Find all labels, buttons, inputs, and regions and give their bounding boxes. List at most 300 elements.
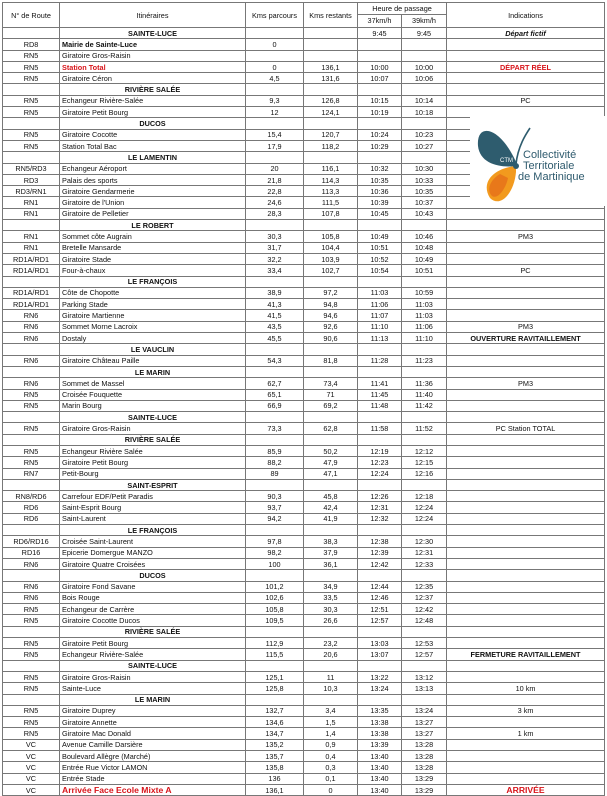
indication-cell: PM3: [447, 321, 605, 332]
kms-restants-cell: [304, 479, 358, 490]
section-name: SAINTE-LUCE: [60, 660, 246, 671]
time-37-cell: 13:38: [358, 728, 402, 739]
time-37-cell: [358, 39, 402, 50]
kms-parcourus-cell: 102,6: [246, 592, 304, 603]
header-heure-passage: Heure de passage: [358, 3, 447, 15]
table-row: [3, 547, 605, 558]
indication-cell: PM3: [447, 378, 605, 389]
time-39-cell: 10:27: [402, 140, 447, 151]
time-37-cell: 13:22: [358, 671, 402, 682]
indication-cell: 10 km: [447, 683, 605, 694]
time-39-cell: 10:18: [402, 107, 447, 118]
indication-cell: [447, 479, 605, 490]
route-cell: RN1: [3, 242, 60, 253]
route-cell: RN6: [3, 310, 60, 321]
time-39-cell: 12:48: [402, 615, 447, 626]
time-39-cell: [402, 50, 447, 61]
route-cell: RN8/RD6: [3, 491, 60, 502]
time-39-cell: 10:35: [402, 186, 447, 197]
kms-parcourus-cell: 62,7: [246, 378, 304, 389]
itineraire-cell: Giratoire Gros-Raisin: [60, 671, 246, 682]
kms-restants-cell: 26,6: [304, 615, 358, 626]
table-row: [3, 265, 605, 276]
section-row: [3, 694, 605, 705]
time-37-cell: 12:19: [358, 445, 402, 456]
kms-restants-cell: 126,8: [304, 95, 358, 106]
time-37-cell: [358, 276, 402, 287]
indication-cell: [447, 242, 605, 253]
itineraire-cell: Giratoire Céron: [60, 73, 246, 84]
kms-restants-cell: 111,5: [304, 197, 358, 208]
header-itineraires: Itinéraires: [60, 3, 246, 28]
route-cell: RD3: [3, 174, 60, 185]
kms-parcourus-cell: 33,4: [246, 265, 304, 276]
kms-parcourus-cell: 43,5: [246, 321, 304, 332]
route-cell: RN6: [3, 321, 60, 332]
kms-restants-cell: 103,9: [304, 253, 358, 264]
header-kms-parcourus: Kms parcours: [246, 3, 304, 28]
kms-parcourus-cell: 136: [246, 773, 304, 784]
time-37-cell: 11:07: [358, 310, 402, 321]
kms-parcourus-cell: 94,2: [246, 513, 304, 524]
section-name: SAINT-ESPRIT: [60, 479, 246, 490]
section-row: [3, 412, 605, 423]
time-39-cell: 11:36: [402, 378, 447, 389]
kms-restants-cell: [304, 152, 358, 163]
route-cell: [3, 570, 60, 581]
header-indications: Indications: [447, 3, 605, 28]
route-cell: RN6: [3, 592, 60, 603]
time-37-cell: 9:45: [358, 28, 402, 39]
time-39-cell: 12:31: [402, 547, 447, 558]
route-cell: RN6: [3, 581, 60, 592]
kms-parcourus-cell: 24,6: [246, 197, 304, 208]
kms-restants-cell: 47,1: [304, 468, 358, 479]
logo-line-2: Territoriale: [523, 160, 575, 172]
table-row: [3, 333, 605, 344]
kms-restants-cell: 0,9: [304, 739, 358, 750]
kms-parcourus-cell: [246, 660, 304, 671]
indication-cell: [447, 344, 605, 355]
time-39-cell: 13:12: [402, 671, 447, 682]
indication-cell: [447, 253, 605, 264]
table-row: [3, 253, 605, 264]
indication-cell: [447, 400, 605, 411]
header-kms-restants: Kms restants: [304, 3, 358, 28]
kms-parcourus-cell: 9,3: [246, 95, 304, 106]
indication-cell: [447, 717, 605, 728]
route-cell: RN5: [3, 728, 60, 739]
time-37-cell: 10:49: [358, 231, 402, 242]
indication-cell: [447, 536, 605, 547]
kms-parcourus-cell: 38,9: [246, 287, 304, 298]
section-row: [3, 28, 605, 39]
time-39-cell: [402, 118, 447, 129]
time-39-cell: 10:23: [402, 129, 447, 140]
kms-restants-cell: [304, 220, 358, 231]
itineraire-cell: Sommet côte Augrain: [60, 231, 246, 242]
indication-cell: PC: [447, 265, 605, 276]
kms-restants-cell: 94,6: [304, 310, 358, 321]
time-39-cell: 10:43: [402, 208, 447, 219]
kms-restants-cell: 92,6: [304, 321, 358, 332]
route-cell: VC: [3, 739, 60, 750]
section-name: DUCOS: [60, 118, 246, 129]
route-cell: [3, 152, 60, 163]
kms-parcourus-cell: 65,1: [246, 389, 304, 400]
itineraire-cell: Giratoire Mac Donald: [60, 728, 246, 739]
kms-parcourus-cell: 85,9: [246, 445, 304, 456]
time-39-cell: 10:14: [402, 95, 447, 106]
kms-parcourus-cell: 112,9: [246, 638, 304, 649]
kms-restants-cell: [304, 50, 358, 61]
indication-cell: [447, 468, 605, 479]
time-39-cell: [402, 84, 447, 95]
route-cell: RN1: [3, 231, 60, 242]
kms-parcourus-cell: 97,8: [246, 536, 304, 547]
time-37-cell: 12:26: [358, 491, 402, 502]
itineraire-cell: Giratoire Cocotte Ducos: [60, 615, 246, 626]
time-39-cell: 12:57: [402, 649, 447, 660]
indication-cell: [447, 287, 605, 298]
kms-restants-cell: [304, 434, 358, 445]
time-37-cell: [358, 660, 402, 671]
route-cell: RN5: [3, 389, 60, 400]
time-37-cell: 10:39: [358, 197, 402, 208]
section-name: SAINTE-LUCE: [60, 28, 246, 39]
time-37-cell: 13:40: [358, 751, 402, 762]
table-row: [3, 73, 605, 84]
time-39-cell: 10:51: [402, 265, 447, 276]
route-cell: [3, 84, 60, 95]
kms-parcourus-cell: [246, 366, 304, 377]
time-37-cell: 13:35: [358, 705, 402, 716]
time-39-cell: [402, 570, 447, 581]
route-cell: [3, 660, 60, 671]
header-route: N° de Route: [3, 3, 60, 28]
table-row: [3, 705, 605, 716]
section-name: LE MARIN: [60, 366, 246, 377]
time-39-cell: 10:30: [402, 163, 447, 174]
table-row: [3, 389, 605, 400]
table-row: [3, 287, 605, 298]
kms-parcourus-cell: 41,5: [246, 310, 304, 321]
table-row: [3, 299, 605, 310]
indication-cell: [447, 660, 605, 671]
time-37-cell: [358, 570, 402, 581]
route-cell: RN5: [3, 50, 60, 61]
kms-restants-cell: [304, 660, 358, 671]
kms-parcourus-cell: 115,5: [246, 649, 304, 660]
kms-restants-cell: 71: [304, 389, 358, 400]
itineraire-cell: Echangeur Rivière Salée: [60, 445, 246, 456]
time-37-cell: 10:45: [358, 208, 402, 219]
kms-parcourus-cell: 135,7: [246, 751, 304, 762]
section-name: LE LAMENTIN: [60, 152, 246, 163]
table-row: [3, 671, 605, 682]
table-row: [3, 491, 605, 502]
time-39-cell: 12:24: [402, 513, 447, 524]
time-39-cell: 13:13: [402, 683, 447, 694]
kms-restants-cell: 11: [304, 671, 358, 682]
table-row: [3, 762, 605, 773]
time-37-cell: [358, 694, 402, 705]
time-37-cell: 13:40: [358, 762, 402, 773]
indication-cell: DÉPART RÉEL: [447, 61, 605, 72]
kms-restants-cell: 42,4: [304, 502, 358, 513]
table-row: [3, 445, 605, 456]
table-row: [3, 773, 605, 784]
table-row: [3, 502, 605, 513]
time-39-cell: 10:37: [402, 197, 447, 208]
indication-cell: PM3: [447, 231, 605, 242]
itineraire-cell: Giratoire de l'Union: [60, 197, 246, 208]
time-39-cell: 9:45: [402, 28, 447, 39]
kms-restants-cell: 0,1: [304, 773, 358, 784]
section-name: SAINTE-LUCE: [60, 412, 246, 423]
itineraire-cell: Arrivée Face Ecole Mixte A: [60, 784, 246, 795]
ctm-logo: [470, 116, 606, 206]
kms-restants-cell: 23,2: [304, 638, 358, 649]
kms-parcourus-cell: 32,2: [246, 253, 304, 264]
indication-cell: [447, 50, 605, 61]
itineraire-cell: Saint-Esprit Bourg: [60, 502, 246, 513]
indication-cell: [447, 615, 605, 626]
table-row: [3, 615, 605, 626]
kms-restants-cell: 37,9: [304, 547, 358, 558]
itineraire-cell: Four-à-chaux: [60, 265, 246, 276]
route-cell: RN5: [3, 400, 60, 411]
route-cell: RN5: [3, 129, 60, 140]
section-row: [3, 479, 605, 490]
indication-cell: PC: [447, 95, 605, 106]
table-row: [3, 728, 605, 739]
itineraire-cell: Petit-Bourg: [60, 468, 246, 479]
time-39-cell: 12:16: [402, 468, 447, 479]
table-row: [3, 231, 605, 242]
time-39-cell: 11:23: [402, 355, 447, 366]
indication-cell: [447, 694, 605, 705]
kms-restants-cell: [304, 525, 358, 536]
kms-restants-cell: 73,4: [304, 378, 358, 389]
section-row: [3, 434, 605, 445]
indication-cell: FERMETURE RAVITAILLEMENT: [447, 649, 605, 660]
kms-parcourus-cell: [246, 152, 304, 163]
table-row: [3, 61, 605, 72]
indication-cell: [447, 525, 605, 536]
indication-cell: [447, 412, 605, 423]
kms-restants-cell: 34,9: [304, 581, 358, 592]
time-39-cell: [402, 276, 447, 287]
time-37-cell: 12:38: [358, 536, 402, 547]
time-39-cell: 13:29: [402, 784, 447, 795]
itineraire-cell: Giratoire Gendarmerie: [60, 186, 246, 197]
time-37-cell: 12:42: [358, 558, 402, 569]
kms-parcourus-cell: [246, 434, 304, 445]
route-cell: RN5: [3, 457, 60, 468]
kms-restants-cell: 113,3: [304, 186, 358, 197]
itineraire-cell: Bois Rouge: [60, 592, 246, 603]
indication-cell: [447, 638, 605, 649]
time-37-cell: 10:29: [358, 140, 402, 151]
indication-cell: [447, 366, 605, 377]
time-37-cell: 12:51: [358, 604, 402, 615]
time-37-cell: [358, 479, 402, 490]
indication-cell: [447, 547, 605, 558]
section-name: RIVIÈRE SALÉE: [60, 84, 246, 95]
time-39-cell: 10:49: [402, 253, 447, 264]
route-cell: [3, 366, 60, 377]
route-cell: RN5: [3, 61, 60, 72]
time-39-cell: [402, 344, 447, 355]
kms-parcourus-cell: 100: [246, 558, 304, 569]
kms-parcourus-cell: 30,3: [246, 231, 304, 242]
kms-restants-cell: 50,2: [304, 445, 358, 456]
kms-restants-cell: 33,5: [304, 592, 358, 603]
time-39-cell: [402, 626, 447, 637]
itineraire-cell: Giratoire de Pelletier: [60, 208, 246, 219]
itineraire-cell: Echangeur Rivière-Salée: [60, 649, 246, 660]
itineraire-cell: Station Total: [60, 61, 246, 72]
indication-cell: OUVERTURE RAVITAILLEMENT: [447, 333, 605, 344]
kms-restants-cell: 0,4: [304, 751, 358, 762]
kms-parcourus-cell: 89: [246, 468, 304, 479]
table-row: [3, 378, 605, 389]
route-cell: VC: [3, 751, 60, 762]
indication-cell: [447, 491, 605, 502]
kms-restants-cell: 10,3: [304, 683, 358, 694]
kms-restants-cell: 120,7: [304, 129, 358, 140]
time-39-cell: 13:27: [402, 728, 447, 739]
kms-parcourus-cell: [246, 220, 304, 231]
time-39-cell: 10:06: [402, 73, 447, 84]
route-cell: RD3/RN1: [3, 186, 60, 197]
time-37-cell: 11:28: [358, 355, 402, 366]
kms-restants-cell: 124,1: [304, 107, 358, 118]
table-row: [3, 310, 605, 321]
kms-restants-cell: 90,6: [304, 333, 358, 344]
kms-parcourus-cell: [246, 344, 304, 355]
route-cell: [3, 434, 60, 445]
indication-cell: [447, 208, 605, 219]
section-name: DUCOS: [60, 570, 246, 581]
kms-parcourus-cell: 132,7: [246, 705, 304, 716]
table-row: [3, 321, 605, 332]
time-37-cell: 13:24: [358, 683, 402, 694]
time-37-cell: 10:19: [358, 107, 402, 118]
indication-cell: [447, 558, 605, 569]
table-row: [3, 592, 605, 603]
time-37-cell: 10:51: [358, 242, 402, 253]
kms-restants-cell: [304, 118, 358, 129]
route-cell: RD6: [3, 502, 60, 513]
itineraire-cell: Côte de Chopotte: [60, 287, 246, 298]
route-cell: VC: [3, 784, 60, 795]
table-row: [3, 423, 605, 434]
kms-restants-cell: 30,3: [304, 604, 358, 615]
kms-parcourus-cell: [246, 118, 304, 129]
section-name: LE MARIN: [60, 694, 246, 705]
kms-parcourus-cell: 135,8: [246, 762, 304, 773]
time-39-cell: 12:42: [402, 604, 447, 615]
kms-parcourus-cell: 90,3: [246, 491, 304, 502]
itineraire-cell: Giratoire Gros-Raisin: [60, 423, 246, 434]
kms-parcourus-cell: 12: [246, 107, 304, 118]
route-cell: RN5: [3, 423, 60, 434]
time-39-cell: [402, 412, 447, 423]
itineraire-cell: Saint-Laurent: [60, 513, 246, 524]
indication-cell: [447, 355, 605, 366]
kms-parcourus-cell: [246, 276, 304, 287]
kms-restants-cell: 102,7: [304, 265, 358, 276]
time-37-cell: [358, 525, 402, 536]
time-39-cell: [402, 152, 447, 163]
time-39-cell: 12:33: [402, 558, 447, 569]
kms-parcourus-cell: 88,2: [246, 457, 304, 468]
route-cell: RD8: [3, 39, 60, 50]
table-row: [3, 50, 605, 61]
kms-restants-cell: [304, 412, 358, 423]
time-37-cell: 13:40: [358, 773, 402, 784]
itineraire-cell: Sommet de Massel: [60, 378, 246, 389]
time-39-cell: 11:03: [402, 310, 447, 321]
indication-cell: [447, 220, 605, 231]
kms-restants-cell: 41,9: [304, 513, 358, 524]
table-row: [3, 95, 605, 106]
kms-parcourus-cell: 45,5: [246, 333, 304, 344]
kms-restants-cell: 38,3: [304, 536, 358, 547]
table-row: [3, 638, 605, 649]
indication-cell: [447, 299, 605, 310]
indication-cell: [447, 434, 605, 445]
indication-cell: [447, 457, 605, 468]
itineraire-cell: Giratoire Petit Bourg: [60, 638, 246, 649]
time-37-cell: [358, 84, 402, 95]
route-cell: RN5: [3, 140, 60, 151]
kms-parcourus-cell: [246, 84, 304, 95]
kms-parcourus-cell: 54,3: [246, 355, 304, 366]
logo-line-1: Collectivité: [523, 149, 577, 161]
kms-parcourus-cell: [246, 479, 304, 490]
time-39-cell: 11:03: [402, 299, 447, 310]
itineraire-cell: Parking Stade: [60, 299, 246, 310]
time-37-cell: 10:36: [358, 186, 402, 197]
indication-cell: [447, 762, 605, 773]
kms-parcourus-cell: [246, 694, 304, 705]
kms-restants-cell: 136,1: [304, 61, 358, 72]
time-37-cell: 12:24: [358, 468, 402, 479]
time-39-cell: 13:29: [402, 773, 447, 784]
kms-parcourus-cell: 135,2: [246, 739, 304, 750]
time-37-cell: 12:31: [358, 502, 402, 513]
route-cell: [3, 344, 60, 355]
table-row: [3, 468, 605, 479]
table-row: [3, 717, 605, 728]
itineraire-cell: Giratoire Petit Bourg: [60, 107, 246, 118]
route-cell: RN1: [3, 208, 60, 219]
itineraire-cell: Echangeur de Carrère: [60, 604, 246, 615]
kms-restants-cell: [304, 276, 358, 287]
section-row: [3, 626, 605, 637]
itineraire-cell: Croisée Fouquette: [60, 389, 246, 400]
kms-parcourus-cell: 21,8: [246, 174, 304, 185]
itineraire-cell: Giratoire Petit Bourg: [60, 457, 246, 468]
kms-parcourus-cell: 66,9: [246, 400, 304, 411]
kms-restants-cell: 62,8: [304, 423, 358, 434]
section-name: LE FRANÇOIS: [60, 525, 246, 536]
time-39-cell: [402, 434, 447, 445]
kms-parcourus-cell: 20: [246, 163, 304, 174]
